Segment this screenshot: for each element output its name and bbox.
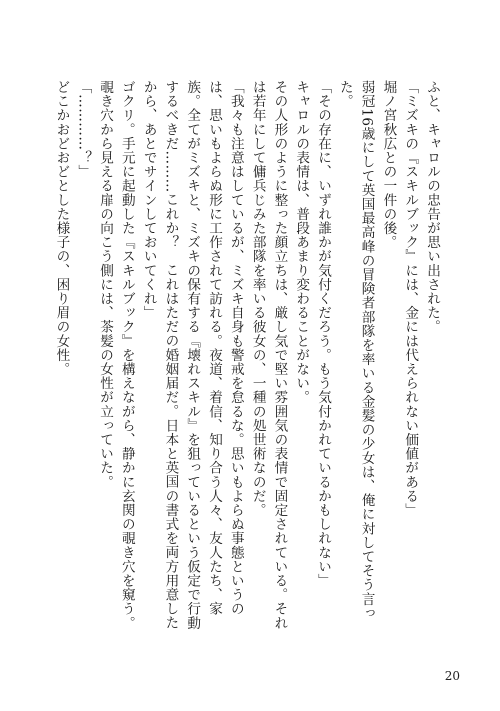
text-line: 「その存在に、いずれ誰かが気付くだろう。もう気付かれているかもしれない」 [315,80,332,588]
text-line: 覗き穴から見える扉の向こう側には、茶髪の女性が立っていた。 [97,80,114,489]
text-line: その人形のように整った顔立ちは、厳し気で堅い雰囲気の表情で固定されている。それは若年にして傭兵じみた部隊を率いる彼女の、一種の処世術なのだ。 [249,80,288,630]
text-line: ふと、キャロルの忠告が思い出された。 [424,80,440,334]
text-line: 弱冠16歳にして英国最高峰の冒険者部隊を率いる金髪の少女は、俺に対してそう言った。 [336,80,375,620]
body-text [50,80,442,640]
text-line: 堀ノ宮秋広との一件の後。 [380,80,397,250]
page-number: 20 [444,669,460,683]
text-line: 「…………？」 [75,80,92,179]
text-line: 「我々も注意はしているが、ミズキ自身も警戒を怠るな。思いもよらぬ事態というのは、思いもよらぬ形に工作されて訪れる。夜道、着信、知り合う人々、友人たち、家族。全てがミズキと、ミズキの保有する『壊れスキル』を狙っているという仮定で行動するべきだ………これか？ これはただの婚姻届だ。日本と英国の書式を両方用意したから、あとでサインしておいてくれ」 [140,80,244,630]
text-line: ゴクリ。手元に起動した『スキルブック』を構えながら、静かに玄関の覗き穴を窺う。 [118,80,135,630]
text-line: 「ミズキの『スキルブック』には、金には代えられない価値がある」 [402,80,419,518]
text-line: キャロルの表情は、普段あまり変わることがない。 [293,80,310,405]
text-line: どこかおどおどとした様子の、困り眉の女性。 [53,80,70,377]
